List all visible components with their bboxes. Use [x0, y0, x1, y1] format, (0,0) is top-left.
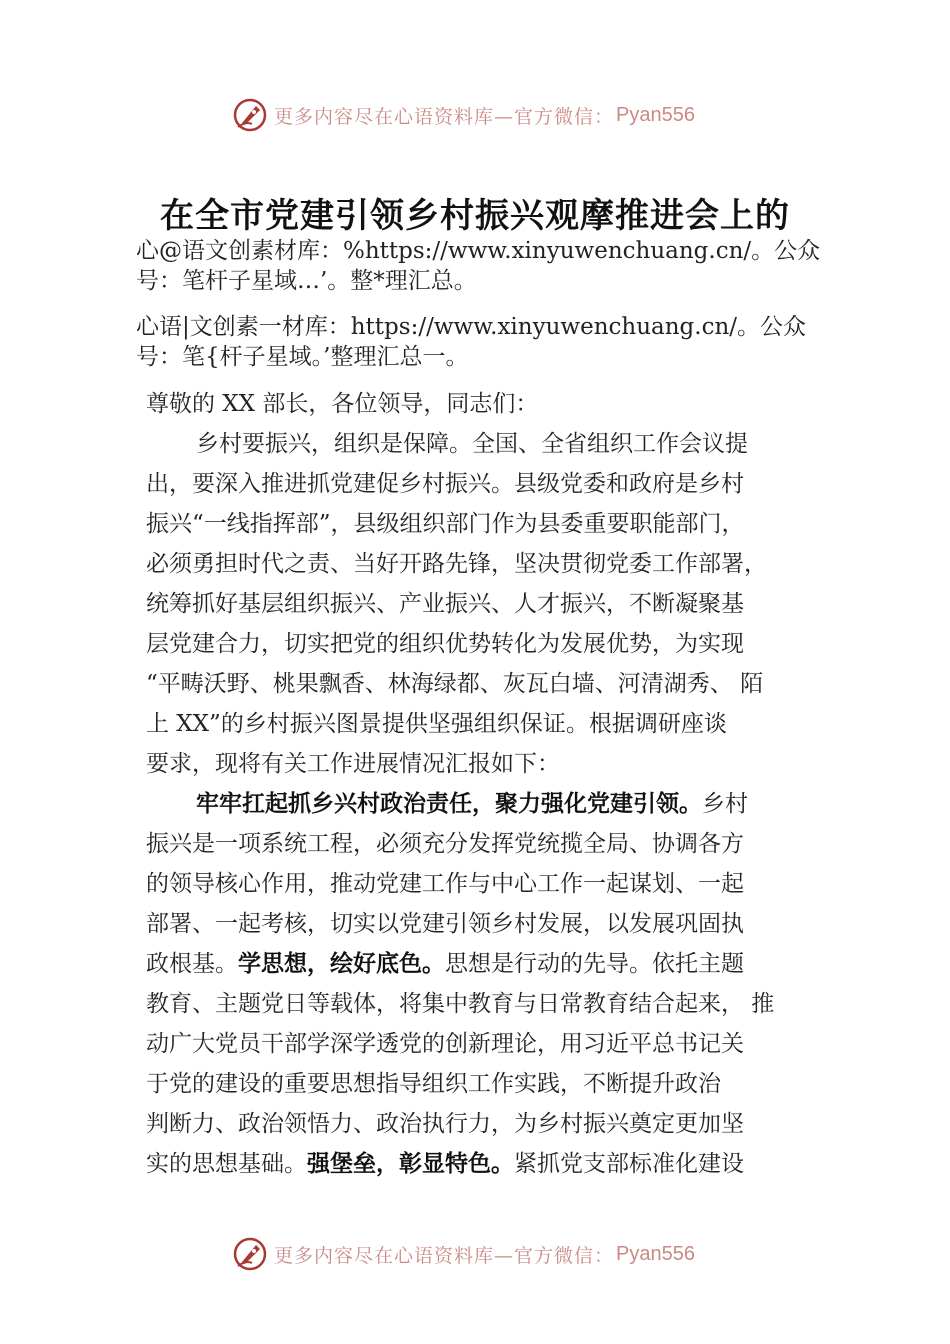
- paragraph-line: 部署、一起考核，切实以党建引领乡村发展，以发展巩固执: [146, 911, 744, 937]
- heading-tail: 思想是行动的先导。依托主题: [445, 951, 744, 977]
- paragraph-line: 振兴“一线指挥部”，县级组织部门作为县委重要职能部门，: [146, 511, 745, 537]
- section-heading-2: 学思想，绘好底色。: [238, 951, 445, 977]
- banner-wechat-id: Pyan556: [616, 1242, 695, 1265]
- heading-tail: 紧抓党支部标准化建设: [514, 1151, 744, 1177]
- section-heading-3: 强堡垒，彰显特色。: [307, 1151, 514, 1177]
- pen-nib-icon: [232, 97, 268, 133]
- banner-text: 更多内容尽在心语资料库—官方微信：: [274, 1244, 615, 1267]
- paragraph-line: 乡村要振兴，组织是保障。全国、全省组织工作会议提: [196, 431, 748, 457]
- paragraph-line: 必须勇担时代之责、当好开路先锋，坚决贯彻党委工作部署，: [146, 551, 767, 577]
- paragraph-line: [146, 944, 814, 984]
- paragraph-line: 判断力、政治领悟力、政治执行力，为乡村振兴奠定更加坚: [146, 1111, 744, 1137]
- paragraph-line: 统筹抓好基层组织振兴、产业振兴、人才振兴，不断凝聚基: [146, 591, 744, 617]
- document-title: 在全市党建引领乡村振兴观摩推进会上的: [160, 196, 790, 236]
- footer-banner: [232, 1234, 732, 1274]
- paragraph-line: 动广大党员干部学深学透党的创新理论，用习近平总书记关: [146, 1031, 744, 1057]
- document-body: [146, 384, 814, 1184]
- watermark-line-1: 心@语文创素材库：%https://www.xinyuwenchuang.cn/。公众号：笔杆子星域…’。整*理汇总。: [136, 238, 821, 294]
- banner-wechat-id: Pyan556: [616, 103, 695, 126]
- paragraph-line: 出，要深入推进抓党建促乡村振兴。县级党委和政府是乡村: [146, 471, 744, 497]
- line-lead: 实的思想基础。: [146, 1151, 307, 1177]
- heading-tail: 乡村: [702, 791, 748, 817]
- paragraph-line: 要求，现将有关工作进展情况汇报如下：: [146, 751, 560, 777]
- watermark-line-2: 心语|文创素一材库：https://www.xinyuwenchuang.cn/。公众号：笔{杆子星域。’整理汇总一。: [136, 314, 807, 370]
- paragraph-line: 振兴是一项系统工程，必须充分发挥党统揽全局、协调各方: [146, 831, 744, 857]
- paragraph-line: 教育、主题党日等载体，将集中教育与日常教育结合起来， 推: [146, 991, 775, 1017]
- paragraph-line: 的领导核心作用，推动党建工作与中心工作一起谋划、一起: [146, 871, 744, 897]
- header-banner: [232, 95, 732, 135]
- section-heading-1: 牢牢扛起抓乡兴村政治责任，聚力强化党建引领。: [196, 791, 702, 817]
- line-lead: 政根基。: [146, 951, 238, 977]
- banner-text: 更多内容尽在心语资料库—官方微信：: [274, 105, 615, 128]
- paragraph-line: “平畴沃野、桃果飘香、林海绿都、灰瓦白墙、河清湖秀、 陌: [146, 671, 764, 697]
- pen-nib-icon: [232, 1236, 268, 1272]
- paragraph-line: 上 XX”的乡村振兴图景提供坚强组织保证。根据调研座谈: [146, 711, 727, 737]
- paragraph-line: [146, 1144, 814, 1184]
- section-heading-line: [146, 784, 814, 824]
- salutation: 尊敬的 XX 部长，各位领导，同志们：: [146, 391, 539, 417]
- paragraph-line: 于党的建设的重要思想指导组织工作实践，不断提升政治: [146, 1071, 721, 1097]
- paragraph-line: 层党建合力，切实把党的组织优势转化为发展优势，为实现: [146, 631, 744, 657]
